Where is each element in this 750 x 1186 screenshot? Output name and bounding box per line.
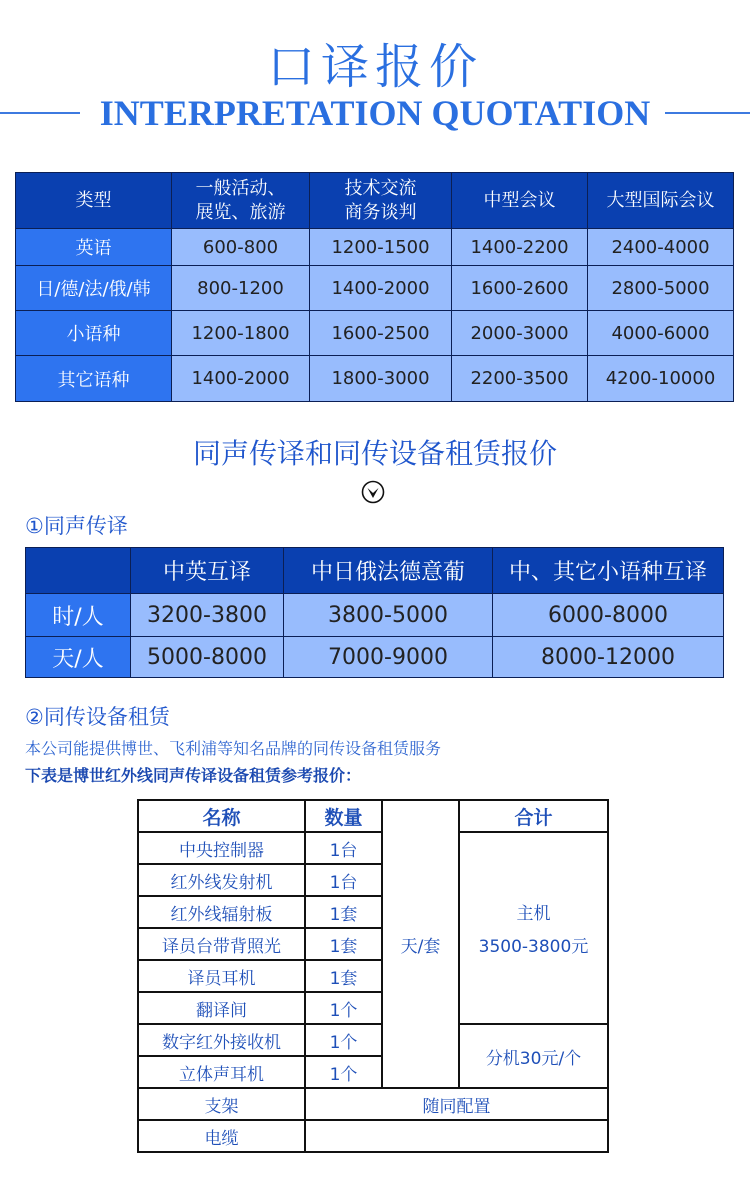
header-line: 技术交流 (344, 177, 417, 199)
rental-description: 本公司能提供博世、飞利浦等知名品牌的同传设备租赁服务 (25, 739, 442, 758)
price-cell: 8000-12000 (493, 637, 724, 678)
item-name: 译员耳机 (138, 960, 305, 992)
price-cell: 800-1200 (172, 266, 310, 311)
row-label: 小语种 (16, 311, 172, 356)
header-cell (310, 173, 452, 229)
price-cell: 7000-9000 (284, 637, 493, 678)
header-total: 合计 (459, 800, 608, 832)
item-name: 支架 (138, 1088, 305, 1120)
table-row (138, 1088, 608, 1120)
host-label: 主机 (516, 904, 551, 924)
table-row (16, 229, 734, 266)
item-name: 红外线发射机 (138, 864, 305, 896)
header-cell: 中型会议 (452, 173, 588, 229)
item-name: 电缆 (138, 1120, 305, 1152)
header-cell: 中日俄法德意葡 (284, 548, 493, 594)
row-label: 天/人 (26, 637, 131, 678)
price-cell: 1600-2500 (310, 311, 452, 356)
subsection-title: ②同传设备租赁 (25, 705, 170, 729)
table-row (16, 311, 734, 356)
price-cell: 1200-1500 (310, 229, 452, 266)
header-qty: 数量 (305, 800, 382, 832)
rental-note: 下表是博世红外线同声传译设备租赁参考报价： (25, 766, 362, 785)
header-line: 商务谈判 (344, 201, 417, 223)
subsection-title: ①同声传译 (25, 514, 128, 538)
header-cell: 类型 (16, 173, 172, 229)
item-qty: 1套 (305, 928, 382, 960)
item-qty: 1个 (305, 1024, 382, 1056)
item-qty: 1台 (305, 832, 382, 864)
item-qty: 1个 (305, 1056, 382, 1088)
row-label: 时/人 (26, 594, 131, 637)
price-cell: 1400-2200 (452, 229, 588, 266)
page-subtitle: INTERPRETATION QUOTATION (99, 93, 651, 133)
price-cell: 3200-3800 (131, 594, 284, 637)
host-price: 3500-3800元 (478, 937, 589, 957)
header-line: 一般活动、 (195, 177, 286, 199)
item-name: 红外线辐射板 (138, 896, 305, 928)
header-name: 名称 (138, 800, 305, 832)
interpretation-price-table (15, 172, 734, 402)
chevron-down-circle-icon (361, 480, 385, 504)
price-cell: 4200-10000 (588, 356, 734, 402)
equipment-rental-table (137, 799, 609, 1153)
item-name: 数字红外接收机 (138, 1024, 305, 1056)
price-cell: 1400-2000 (310, 266, 452, 311)
sub-price-cell: 分机30元/个 (459, 1024, 608, 1088)
price-cell: 6000-8000 (493, 594, 724, 637)
price-cell: 2400-4000 (588, 229, 734, 266)
item-name: 翻译间 (138, 992, 305, 1024)
unit-cell: 天/套 (382, 800, 459, 1088)
price-cell: 4000-6000 (588, 311, 734, 356)
item-qty: 1台 (305, 864, 382, 896)
item-qty: 1套 (305, 896, 382, 928)
table-row (138, 1120, 608, 1152)
header-cell: 中、其它小语种互译 (493, 548, 724, 594)
item-name: 立体声耳机 (138, 1056, 305, 1088)
table-row (16, 266, 734, 311)
price-cell: 2200-3500 (452, 356, 588, 402)
item-qty: 1个 (305, 992, 382, 1024)
price-cell: 2000-3000 (452, 311, 588, 356)
price-cell: 1600-2600 (452, 266, 588, 311)
header-line: 展览、旅游 (195, 201, 286, 223)
item-qty: 1套 (305, 960, 382, 992)
price-cell: 5000-8000 (131, 637, 284, 678)
item-name: 译员台带背照光 (138, 928, 305, 960)
item-value (305, 1120, 608, 1152)
price-cell: 2800-5000 (588, 266, 734, 311)
price-cell: 600-800 (172, 229, 310, 266)
table-row (138, 1024, 608, 1056)
row-label: 其它语种 (16, 356, 172, 402)
item-value: 随同配置 (305, 1088, 608, 1120)
price-cell: 1400-2000 (172, 356, 310, 402)
header-cell: 大型国际会议 (588, 173, 734, 229)
table-row (26, 594, 724, 637)
page-title: 口译报价 (266, 39, 483, 95)
header-cell (172, 173, 310, 229)
table-header-row (138, 800, 608, 832)
simultaneous-price-table (25, 547, 724, 678)
table-row (138, 832, 608, 864)
table-row (16, 356, 734, 402)
host-price-cell (459, 832, 608, 1024)
price-cell: 1800-3000 (310, 356, 452, 402)
row-label: 日/德/法/俄/韩 (16, 266, 172, 311)
table-row (26, 637, 724, 678)
price-cell: 1200-1800 (172, 311, 310, 356)
header-cell (26, 548, 131, 594)
row-label: 英语 (16, 229, 172, 266)
section-title: 同声传译和同传设备租赁报价 (192, 437, 557, 470)
item-name: 中央控制器 (138, 832, 305, 864)
price-cell: 3800-5000 (284, 594, 493, 637)
header-cell: 中英互译 (131, 548, 284, 594)
